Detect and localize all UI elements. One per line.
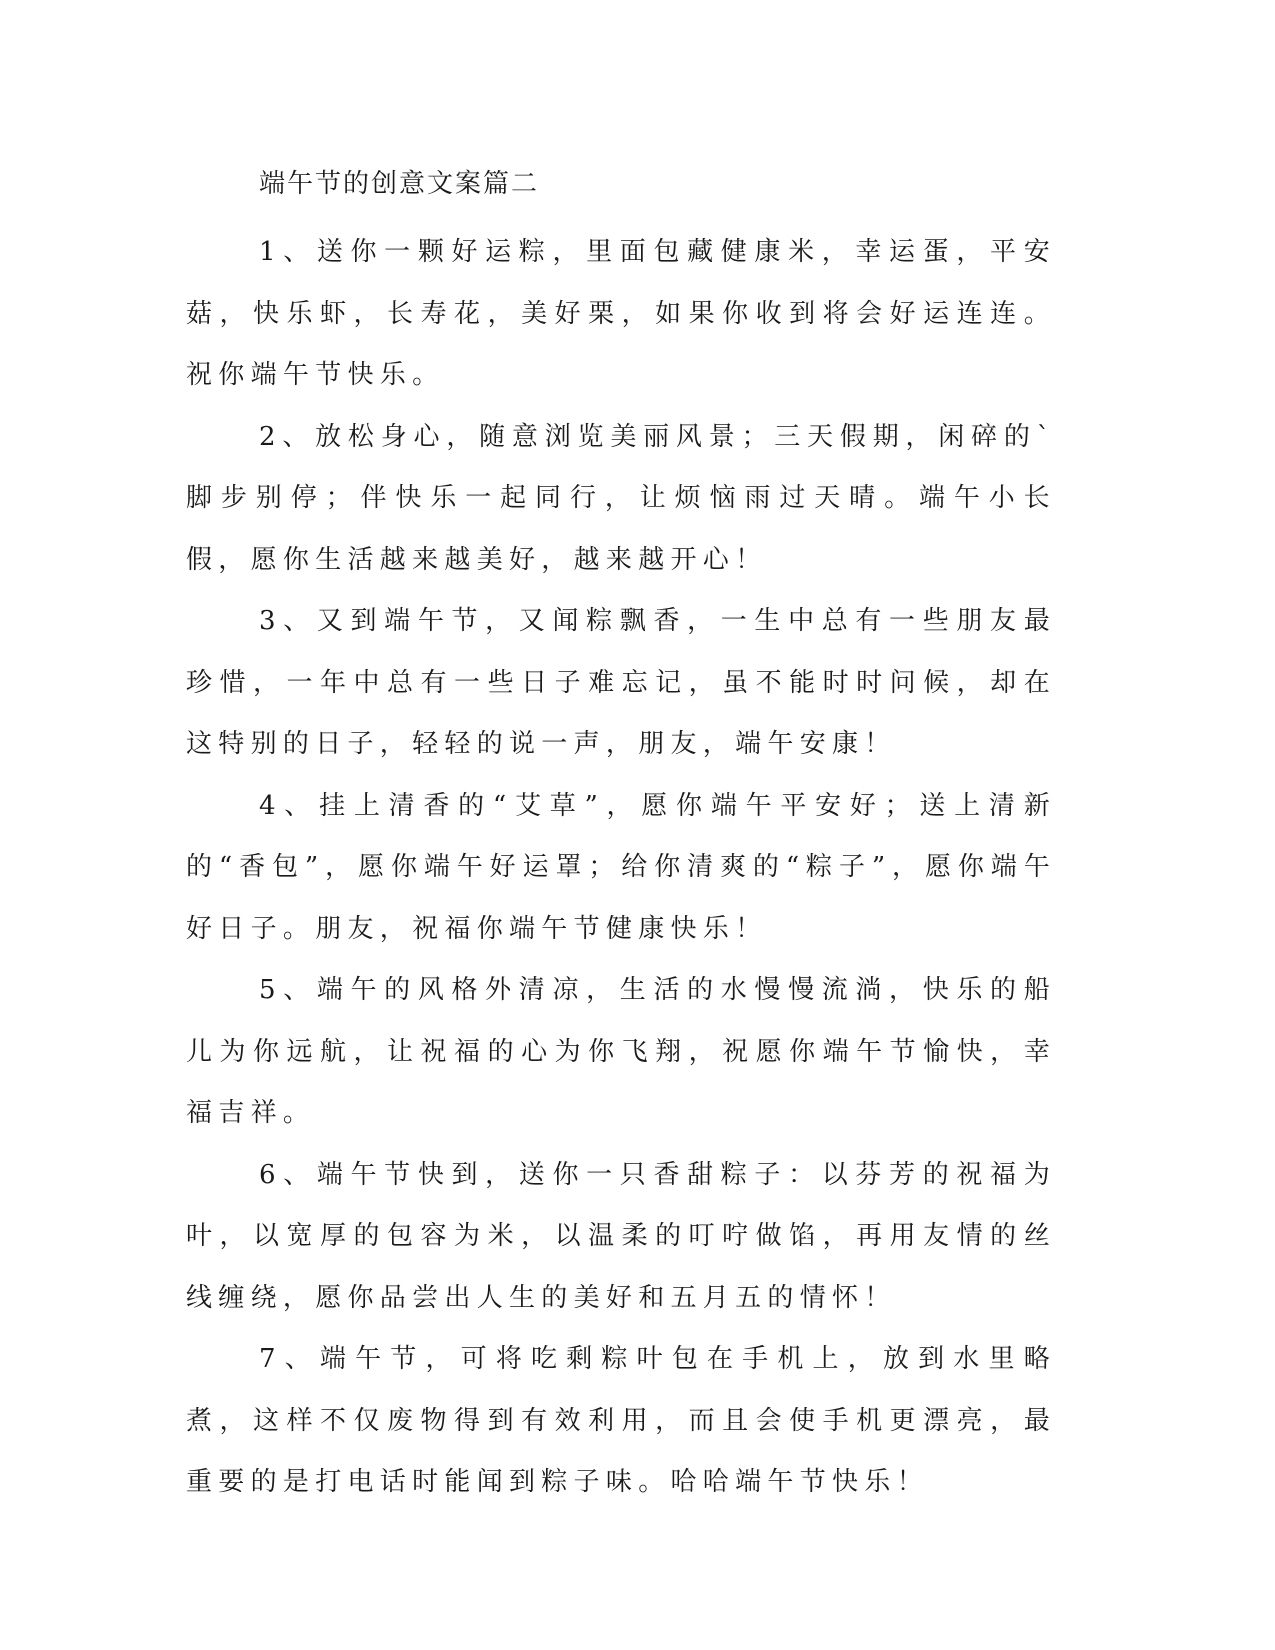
paragraph-3: 3、又到端午节，又闻粽飘香，一生中总有一些朋友最珍惜，一年中总有一些日子难忘记，虽不能时时问候，却在这特别的日子，轻轻的说一声，朋友，端午安康！ (186, 606, 1056, 759)
paragraph-4: 4、挂上清香的“艾草”，愿你端午平安好；送上清新的“香包”，愿你端午好运罩；给你清爽的“粽子”，愿你端午好日子。朋友，祝福你端午节健康快乐！ (186, 790, 1056, 944)
paragraph-5: 5、端午的风格外清凉，生活的水慢慢流淌，快乐的船儿为你远航，让祝福的心为你飞翔，祝愿你端午节愉快，幸福吉祥。 (186, 975, 1056, 1128)
paragraph-7: 7、端午节，可将吃剩粽叶包在手机上，放到水里略煮，这样不仅废物得到有效利用，而且会使手机更漂亮，最重要的是打电话时能闻到粽子味。哈哈端午节快乐！ (186, 1344, 1056, 1497)
document-body (186, 160, 1056, 1514)
paragraph-2: 2、放松身心，随意浏览美丽风景；三天假期，闲碎的`脚步别停；伴快乐一起同行，让烦恼雨过天晴。端午小长假，愿你生活越来越美好，越来越开心！ (186, 421, 1056, 575)
document-title: 端午节的创意文案篇二 (259, 169, 540, 199)
paragraph-6: 6、端午节快到，送你一只香甜粽子：以芬芳的祝福为叶，以宽厚的包容为米，以温柔的叮咛做馅，再用友情的丝线缠绕，愿你品尝出人生的美好和五月五的情怀！ (186, 1159, 1056, 1313)
paragraph-1: 1、送你一颗好运粽，里面包藏健康米，幸运蛋，平安菇，快乐虾，长寿花，美好栗，如果你收到将会好运连连。祝你端午节快乐。 (186, 237, 1056, 390)
